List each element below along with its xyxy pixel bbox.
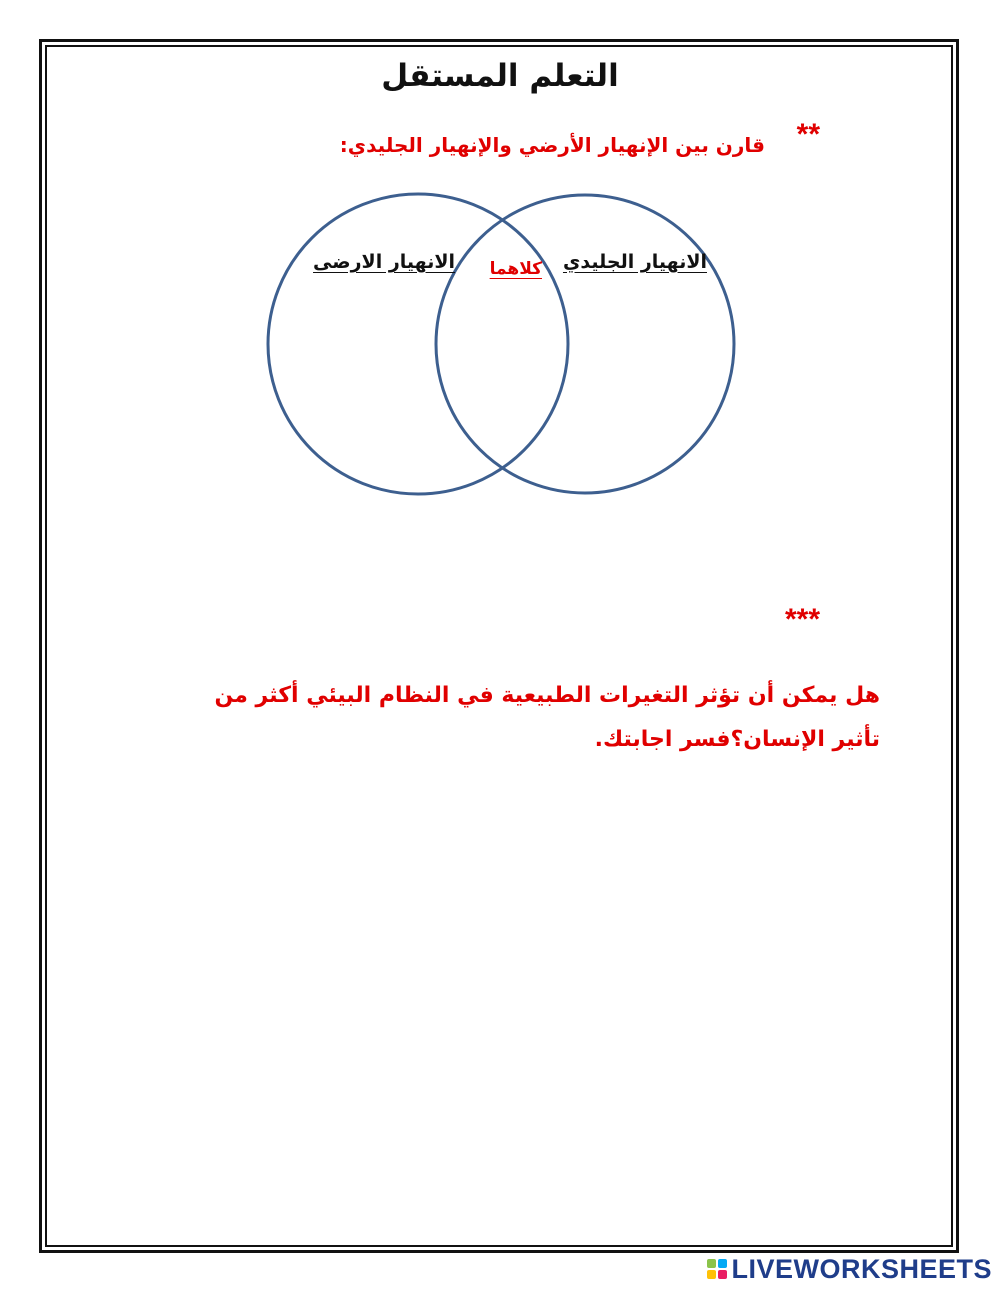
venn-circle-right (436, 195, 734, 493)
venn-label-land-collapse: الانهيار الارضى (313, 251, 455, 273)
worksheet-title: التعلم المستقل (381, 58, 619, 94)
liveworksheets-brand (707, 1252, 992, 1286)
question1-text: قارن بين الإنهيار الأرضي والإنهيار الجليدي: (339, 133, 765, 157)
question2-marker: *** (784, 603, 820, 636)
venn-label-both: كلاهما (489, 259, 542, 279)
liveworksheets-logo-icon (707, 1259, 727, 1279)
venn-label-glacier-collapse: الانهيار الجليدي (562, 251, 707, 273)
question1-marker: ** (796, 118, 820, 151)
question2-text: هل يمكن أن تؤثر التغيرات الطبيعية في النظام البيئي أكثر من تأثير الإنسان؟فسر اجابتك. (214, 683, 880, 752)
venn-circle-left (268, 194, 568, 494)
brand-name: LIVEWORKSHEETS (731, 1253, 992, 1284)
